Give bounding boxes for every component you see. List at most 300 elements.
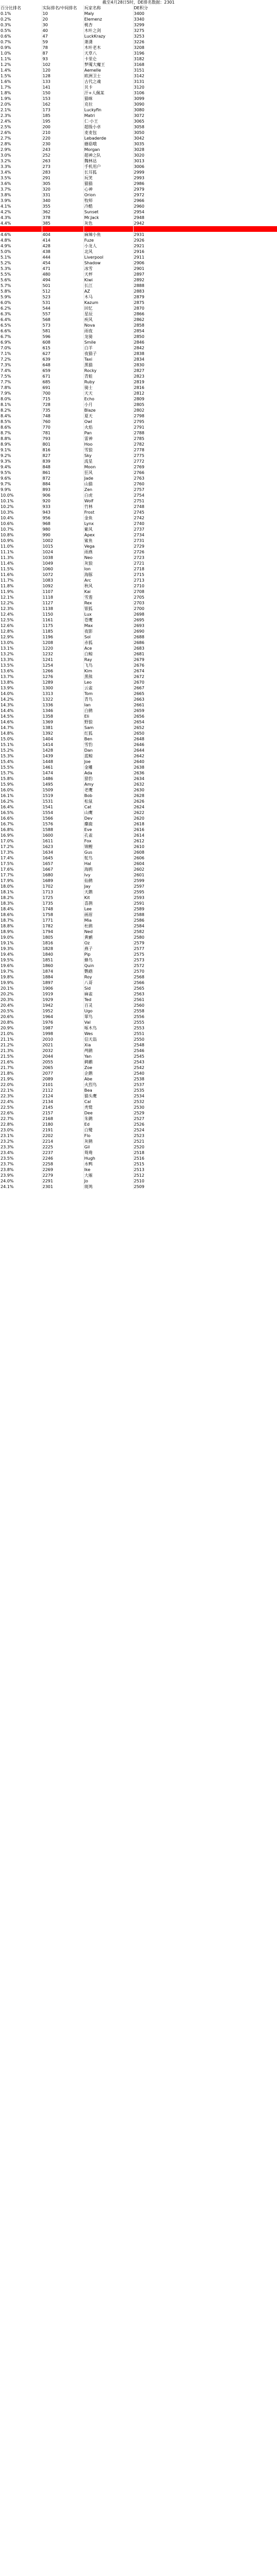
cell-percentile: 6.5% xyxy=(0,323,42,328)
cell-rank: 1428 xyxy=(42,748,84,753)
cell-score: 2548 xyxy=(133,1042,277,1048)
cell-player: 青鸟 xyxy=(84,697,133,702)
cell-player: 猫猫 xyxy=(84,181,133,187)
cell-rank: 1519 xyxy=(42,793,84,799)
table-row xyxy=(0,430,277,436)
cell-percentile: 9.2% xyxy=(0,453,42,459)
cell-player: 夜猫子 xyxy=(84,351,133,357)
cell-rank: 1748 xyxy=(42,906,84,912)
cell-rank: 2269 xyxy=(42,1167,84,1173)
cell-player: 黑猫 xyxy=(84,362,133,368)
cell-player: Kazum xyxy=(84,300,133,306)
cell-player: Ace xyxy=(84,646,133,651)
cell-player: Zoe xyxy=(84,1065,133,1071)
table-row xyxy=(0,464,277,470)
table-row xyxy=(0,980,277,986)
table-row xyxy=(0,396,277,402)
cell-percentile: 17.0% xyxy=(0,838,42,844)
cell-rank: 2065 xyxy=(42,1065,84,1071)
cell-rank: 220 xyxy=(42,135,84,141)
table-row xyxy=(0,685,277,691)
cell-score: 3400 xyxy=(133,11,277,16)
table-row xyxy=(0,544,277,549)
cell-percentile: 1.9% xyxy=(0,96,42,101)
table-row xyxy=(0,765,277,770)
cell-percentile: 6.3% xyxy=(0,311,42,317)
cell-player: Jay xyxy=(84,884,133,889)
table-row xyxy=(0,1054,277,1059)
table-row xyxy=(0,135,277,141)
table-row xyxy=(0,697,277,702)
table-row xyxy=(0,640,277,646)
cell-score: 2830 xyxy=(133,362,277,368)
cell-score: 2827 xyxy=(133,368,277,374)
cell-score: 2626 xyxy=(133,799,277,804)
cell-player: 蜂鸟 xyxy=(84,957,133,963)
table-row xyxy=(0,1127,277,1133)
cell-rank: 40 xyxy=(42,28,84,33)
cell-score: 2589 xyxy=(133,906,277,912)
table-row xyxy=(0,872,277,878)
table-row xyxy=(0,232,277,238)
cell-rank: 648 xyxy=(42,362,84,368)
table-row xyxy=(0,963,277,969)
cell-score: 2772 xyxy=(133,459,277,464)
table-row xyxy=(0,28,277,33)
cell-player: Smile xyxy=(84,340,133,345)
cell-percentile: 22.8% xyxy=(0,1122,42,1127)
cell-player: 冷酷 xyxy=(84,204,133,209)
cell-player: 黄鹂 xyxy=(84,935,133,940)
cell-score: 2802 xyxy=(133,408,277,413)
cell-rank: 291 xyxy=(42,175,84,181)
cell-percentile: 3.2% xyxy=(0,158,42,164)
cell-percentile: 23.5% xyxy=(0,1156,42,1161)
cell-score: 2599 xyxy=(133,878,277,884)
cell-rank: 1840 xyxy=(42,952,84,957)
cell-score: 2642 xyxy=(133,753,277,759)
cell-score: 2667 xyxy=(133,685,277,691)
cell-score: 2616 xyxy=(133,827,277,833)
cell-percentile: 23.1% xyxy=(0,1133,42,1139)
cell-rank: 20 xyxy=(42,16,84,22)
cell-player: 松鼠 xyxy=(84,799,133,804)
cell-rank: 1897 xyxy=(42,980,84,986)
cell-percentile: 7.1% xyxy=(0,351,42,357)
cell-rank: 980 xyxy=(42,527,84,532)
cell-rank: 1474 xyxy=(42,770,84,776)
cell-rank: 1107 xyxy=(42,589,84,595)
cell-rank: 1241 xyxy=(42,657,84,663)
cell-percentile: 11.7% xyxy=(0,578,42,583)
cell-player: Bea xyxy=(84,1088,133,1093)
table-row xyxy=(0,226,277,232)
table-row xyxy=(0,33,277,39)
cell-rank: 1138 xyxy=(42,606,84,612)
cell-rank: 2168 xyxy=(42,1116,84,1122)
cell-score: 2618 xyxy=(133,821,277,827)
cell-rank: 1322 xyxy=(42,697,84,702)
cell-percentile: 18.9% xyxy=(0,929,42,935)
cell-rank: 1906 xyxy=(42,986,84,991)
cell-rank: 861 xyxy=(42,470,84,476)
table-row xyxy=(0,532,277,538)
cell-score: 2791 xyxy=(133,425,277,430)
cell-percentile: 6.4% xyxy=(0,317,42,323)
cell-percentile: 3.4% xyxy=(0,170,42,175)
cell-player: 苍鹰 xyxy=(84,617,133,623)
cell-percentile: 16.5% xyxy=(0,810,42,816)
cell-percentile: 4.6% xyxy=(0,232,42,238)
cell-player: 疾风 xyxy=(84,317,133,323)
cell-score: 2659 xyxy=(133,708,277,714)
cell-percentile: 6.6% xyxy=(0,328,42,334)
cell-player: 大雁 xyxy=(84,1173,133,1178)
cell-rank: 1336 xyxy=(42,702,84,708)
cell-player: 木叶老木 xyxy=(84,45,133,50)
cell-player: 灰色 xyxy=(84,221,133,226)
table-row xyxy=(0,442,277,447)
cell-percentile: 21.2% xyxy=(0,1042,42,1048)
cell-rank: 102 xyxy=(42,62,84,67)
cell-player: 木叶之剑 xyxy=(84,28,133,33)
cell-score: 2593 xyxy=(133,895,277,901)
cell-percentile: 12.5% xyxy=(0,617,42,623)
table-row xyxy=(0,147,277,152)
cell-score: 2782 xyxy=(133,442,277,447)
cell-percentile: 8.0% xyxy=(0,396,42,402)
table-row xyxy=(0,753,277,759)
cell-player: Pan xyxy=(84,430,133,436)
table-row xyxy=(0,1025,277,1031)
cell-player: 小龙人 xyxy=(84,243,133,249)
table-row xyxy=(0,912,277,918)
cell-percentile: 20.3% xyxy=(0,997,42,1003)
table-row xyxy=(0,84,277,90)
cell-score: 2966 xyxy=(133,198,277,204)
table-row xyxy=(0,1031,277,1037)
cell-score: 2906 xyxy=(133,260,277,266)
cell-player: 贝卡 xyxy=(84,84,133,90)
cell-player: 骑士 xyxy=(84,385,133,391)
cell-rank: 2246 xyxy=(42,1156,84,1161)
cell-rank: 480 xyxy=(42,272,84,277)
cell-percentile: 6.7% xyxy=(0,334,42,340)
cell-player: Nova xyxy=(84,323,133,328)
cell-percentile: 5.2% xyxy=(0,260,42,266)
table-row xyxy=(0,323,277,328)
cell-player: Ruby xyxy=(84,379,133,385)
cell-score: 3035 xyxy=(133,141,277,147)
cell-percentile: 13.3% xyxy=(0,657,42,663)
table-row xyxy=(0,436,277,442)
cell-score: 2601 xyxy=(133,872,277,878)
cell-rank: 494 xyxy=(42,277,84,283)
cell-percentile: 3.0% xyxy=(0,152,42,158)
cell-score: 2560 xyxy=(133,1003,277,1008)
cell-rank: 801 xyxy=(42,442,84,447)
cell-percentile: 1.8% xyxy=(0,90,42,96)
cell-percentile: 20.5% xyxy=(0,1008,42,1014)
cell-rank: 1208 xyxy=(42,640,84,646)
cell-rank: 816 xyxy=(42,447,84,453)
cell-rank: 608 xyxy=(42,340,84,345)
cell-rank: 2214 xyxy=(42,1139,84,1144)
cell-percentile: 7.9% xyxy=(0,391,42,396)
cell-rank: 2180 xyxy=(42,1122,84,1127)
cell-player: Mr.Jack xyxy=(84,215,133,221)
cell-player: 赤狐 xyxy=(84,640,133,646)
cell-player: 杜鹃 xyxy=(84,923,133,929)
cell-score: 2683 xyxy=(133,646,277,651)
cell-player: 仙鹤 xyxy=(84,878,133,884)
cell-rank: 1860 xyxy=(42,963,84,969)
table-row xyxy=(0,680,277,685)
table-row xyxy=(0,651,277,657)
cell-rank: 557 xyxy=(42,311,84,317)
cell-rank: 1554 xyxy=(42,810,84,816)
cell-rank: 2191 xyxy=(42,1127,84,1133)
cell-percentile: 10.4% xyxy=(0,515,42,521)
cell-rank: 1919 xyxy=(42,991,84,997)
cell-player: Sid xyxy=(84,986,133,991)
table-row xyxy=(0,793,277,799)
table-row xyxy=(0,702,277,708)
table-row xyxy=(0,1178,277,1184)
cell-percentile: 12.6% xyxy=(0,623,42,629)
cell-score: 2644 xyxy=(133,748,277,753)
cell-percentile: 22.7% xyxy=(0,1116,42,1122)
cell-rank: 2010 xyxy=(42,1037,84,1042)
cell-rank: 1702 xyxy=(42,884,84,889)
table-row xyxy=(0,1003,277,1008)
table-row xyxy=(0,16,277,22)
cell-player: Lynx xyxy=(84,521,133,527)
cell-rank: 659 xyxy=(42,368,84,374)
cell-score: 2516 xyxy=(133,1156,277,1161)
cell-percentile: 8.8% xyxy=(0,436,42,442)
cell-rank: 153 xyxy=(42,96,84,101)
cell-rank: 320 xyxy=(42,187,84,192)
cell-score: 2993 xyxy=(133,175,277,181)
cell-score: 2534 xyxy=(133,1093,277,1099)
cell-player: 八哥 xyxy=(84,980,133,986)
cell-player: Kai xyxy=(84,589,133,595)
cell-rank: 1623 xyxy=(42,844,84,850)
cell-player: Cal xyxy=(84,1099,133,1105)
table-row xyxy=(0,1008,277,1014)
cell-player: 啄木鸟 xyxy=(84,1025,133,1031)
cell-rank: 2202 xyxy=(42,1133,84,1139)
cell-score: 3072 xyxy=(133,113,277,118)
cell-player: 麦麦包 xyxy=(84,130,133,135)
cell-score: 2688 xyxy=(133,634,277,640)
cell-score: 2931 xyxy=(133,232,277,238)
cell-player: Pip xyxy=(84,952,133,957)
cell-rank: 185 xyxy=(42,113,84,118)
cell-rank: 1794 xyxy=(42,929,84,935)
cell-percentile: 4.2% xyxy=(0,209,42,215)
cell-player: Blaze xyxy=(84,408,133,413)
cell-player: Ike xyxy=(84,1167,133,1173)
cell-rank: 2089 xyxy=(42,1076,84,1082)
cell-player: 长耳狐 xyxy=(84,170,133,175)
table-row xyxy=(0,634,277,640)
cell-rank: 1680 xyxy=(42,872,84,878)
cell-score: 3042 xyxy=(133,135,277,141)
cell-percentile: 10.6% xyxy=(0,521,42,527)
cell-percentile: 23.3% xyxy=(0,1144,42,1150)
table-row xyxy=(0,1082,277,1088)
cell-percentile: 22.6% xyxy=(0,1110,42,1116)
table-row xyxy=(0,107,277,113)
cell-rank: 1072 xyxy=(42,572,84,578)
cell-rank: 1942 xyxy=(42,1003,84,1008)
cell-rank: 1127 xyxy=(42,600,84,606)
cell-rank: 1509 xyxy=(42,787,84,793)
cell-score: 2751 xyxy=(133,498,277,504)
cell-player: Fuze xyxy=(84,238,133,243)
cell-percentile: 10.1% xyxy=(0,498,42,504)
table-row xyxy=(0,1059,277,1065)
cell-percentile: 8.1% xyxy=(0,402,42,408)
cell-player: Jo xyxy=(84,1178,133,1184)
cell-player: 锦鲤 xyxy=(84,844,133,850)
cell-percentile: 2.9% xyxy=(0,147,42,152)
table-row xyxy=(0,368,277,374)
cell-score: 3028 xyxy=(133,147,277,152)
table-row xyxy=(0,374,277,379)
cell-score: 2526 xyxy=(133,1122,277,1127)
cell-percentile: 18.7% xyxy=(0,918,42,923)
cell-player: Zen xyxy=(84,487,133,493)
cell-rank: 715 xyxy=(42,396,84,402)
cell-rank: 2291 xyxy=(42,1178,84,1184)
table-row xyxy=(0,152,277,158)
cell-score: 2937 xyxy=(133,226,277,232)
table-row xyxy=(0,1099,277,1105)
cell-score: 2766 xyxy=(133,470,277,476)
cell-player: 灰鹤 xyxy=(84,1139,133,1144)
cell-percentile: 9.5% xyxy=(0,470,42,476)
cell-rank: 2032 xyxy=(42,1048,84,1054)
cell-score: 2693 xyxy=(133,623,277,629)
cell-player: Sky xyxy=(84,453,133,459)
cell-score: 2854 xyxy=(133,328,277,334)
cell-rank: 920 xyxy=(42,498,84,504)
cell-rank: 956 xyxy=(42,515,84,521)
cell-percentile: 14.2% xyxy=(0,697,42,702)
table-row xyxy=(0,731,277,736)
table-row xyxy=(0,79,277,84)
cell-rank: 283 xyxy=(42,170,84,175)
cell-rank: 1725 xyxy=(42,895,84,901)
cell-score: 2543 xyxy=(133,1059,277,1065)
header-percentile: 百分比排名 xyxy=(0,5,42,11)
table-row xyxy=(0,1093,277,1099)
cell-player: 燕子 xyxy=(84,946,133,952)
cell-player: 龙骑 xyxy=(84,334,133,340)
cell-percentile: 7.7% xyxy=(0,379,42,385)
table-row xyxy=(0,510,277,515)
cell-score: 2523 xyxy=(133,1133,277,1139)
cell-rank: 1782 xyxy=(42,923,84,929)
cell-score: 2979 xyxy=(133,187,277,192)
cell-score: 3050 xyxy=(133,130,277,135)
cell-rank: 839 xyxy=(42,459,84,464)
cell-score: 2577 xyxy=(133,946,277,952)
cell-rank: 685 xyxy=(42,379,84,385)
cell-score: 2681 xyxy=(133,651,277,657)
cell-score: 3299 xyxy=(133,22,277,28)
table-row xyxy=(0,850,277,855)
table-row xyxy=(0,101,277,107)
cell-rank: 454 xyxy=(42,260,84,266)
cell-percentile: 20.1% xyxy=(0,986,42,991)
table-row xyxy=(0,583,277,589)
cell-score: 2700 xyxy=(133,606,277,612)
cell-player: 仁·小王 xyxy=(84,118,133,124)
cell-player: Joe xyxy=(84,759,133,765)
cell-percentile: 16.1% xyxy=(0,793,42,799)
cell-player: 金雕 xyxy=(84,765,133,770)
cell-percentile: 12.4% xyxy=(0,612,42,617)
cell-player: 长江 xyxy=(84,283,133,289)
cell-score: 2540 xyxy=(133,1071,277,1076)
cell-player: Ada xyxy=(84,770,133,776)
cell-score: 2769 xyxy=(133,464,277,470)
table-row xyxy=(0,986,277,991)
table-row xyxy=(0,844,277,850)
cell-percentile: 17.4% xyxy=(0,855,42,861)
cell-player: 云雀 xyxy=(84,685,133,691)
table-row xyxy=(0,1076,277,1082)
table-row xyxy=(0,498,277,504)
cell-player: 梦魇大魔王 xyxy=(84,62,133,67)
table-row xyxy=(0,1020,277,1025)
cell-player: 桃杏 xyxy=(84,22,133,28)
cell-player: 汗+人佩某 xyxy=(84,90,133,96)
cell-player: 青蛙 xyxy=(84,374,133,379)
cell-rank: 263 xyxy=(42,158,84,164)
cell-rank: 2258 xyxy=(42,1161,84,1167)
cell-score: 2550 xyxy=(133,1037,277,1042)
cell-player: Lebaderde xyxy=(84,135,133,141)
cell-score: 2812 xyxy=(133,391,277,396)
table-row xyxy=(0,725,277,731)
table-row xyxy=(0,113,277,118)
cell-score: 2862 xyxy=(133,317,277,323)
cell-percentile: 16.9% xyxy=(0,833,42,838)
cell-percentile: 20.8% xyxy=(0,1020,42,1025)
table-row xyxy=(0,362,277,368)
cell-percentile: 6.9% xyxy=(0,340,42,345)
cell-player: Val xyxy=(84,1020,133,1025)
cell-player: 灰狼 xyxy=(84,561,133,566)
cell-score: 2942 xyxy=(133,221,277,226)
table-row xyxy=(0,918,277,923)
cell-score: 3151 xyxy=(133,67,277,73)
cell-percentile: 22.5% xyxy=(0,1105,42,1110)
cell-rank: 1276 xyxy=(42,674,84,680)
cell-percentile: 23.0% xyxy=(0,1127,42,1133)
cell-rank: 671 xyxy=(42,374,84,379)
cell-rank: 1083 xyxy=(42,578,84,583)
cell-rank: 1486 xyxy=(42,776,84,782)
cell-percentile: 9.3% xyxy=(0,459,42,464)
cell-rank: 735 xyxy=(42,408,84,413)
cell-score: 3226 xyxy=(133,39,277,45)
